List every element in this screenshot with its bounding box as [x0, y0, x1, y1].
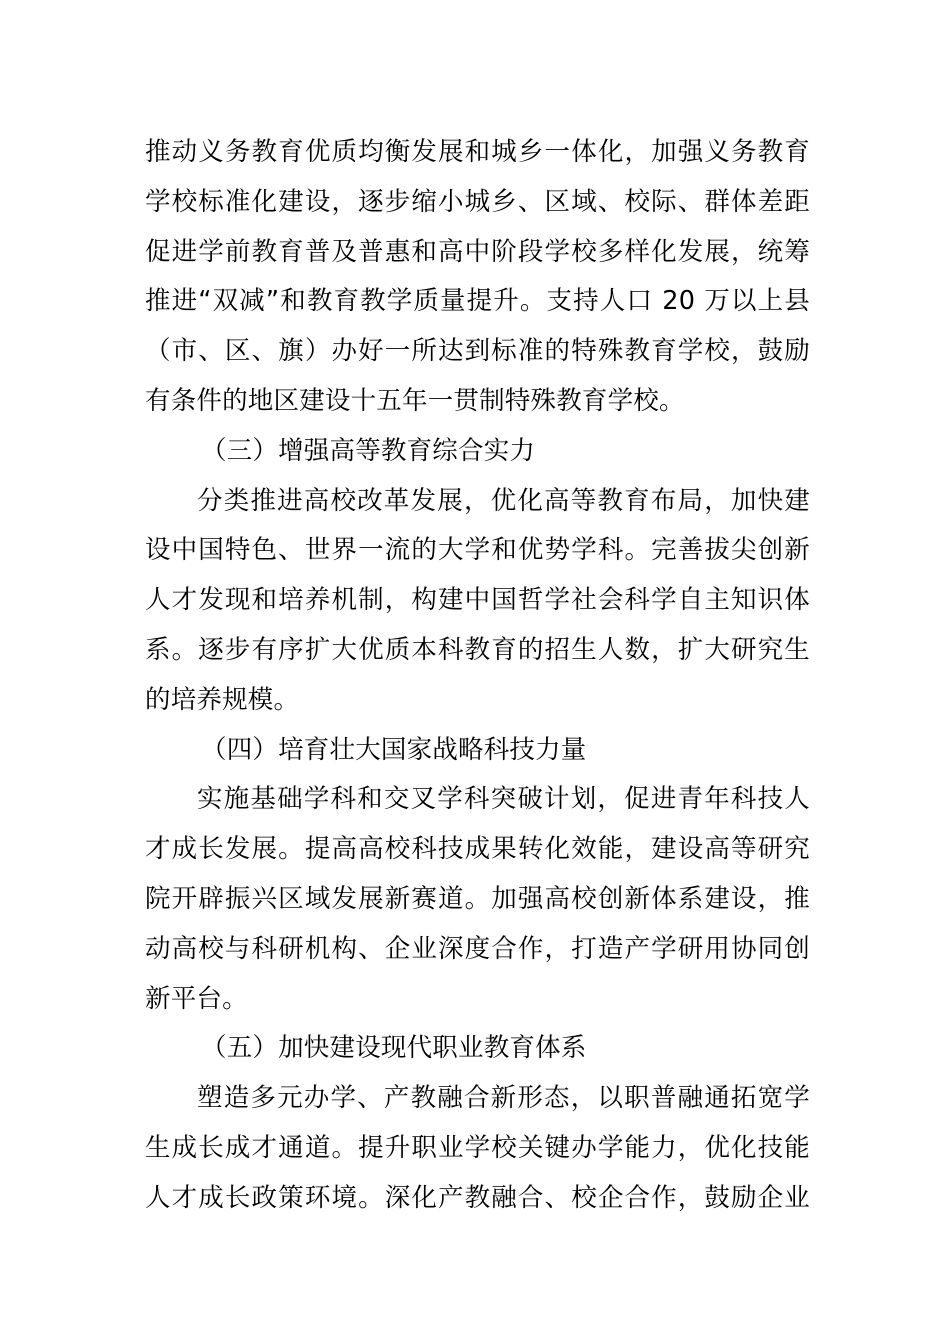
paragraph-line: 才成长发展。提高高校科技成果转化效能，建设高等研究: [145, 834, 810, 865]
paragraph-line: 院开辟振兴区域发展新赛道。加强高校创新体系建设，推: [145, 883, 810, 914]
paragraph-line: 的培养规模。: [145, 684, 300, 715]
paragraph-line: 新平台。: [145, 983, 248, 1014]
paragraph-line: 动高校与科研机构、企业深度合作，打造产学研用协同创: [145, 933, 810, 964]
paragraph-line: 系。逐步有序扩大优质本科教育的招生人数，扩大研究生: [145, 634, 810, 665]
paragraph-line: 塑造多元办学、产教融合新形态，以职普融通拓宽学: [197, 1083, 810, 1114]
paragraph-line: 生成长成才通道。提升职业学校关键办学能力，优化技能: [145, 1132, 810, 1163]
section-heading-5: （五）加快建设现代职业教育体系: [201, 1033, 587, 1064]
document-body: [145, 128, 810, 1224]
paragraph-line: 设中国特色、世界一流的大学和优势学科。完善拔尖创新: [145, 535, 810, 566]
paragraph-line: 推动义务教育优质均衡发展和城乡一体化，加强义务教育: [145, 137, 810, 167]
paragraph-line: （市、区、旗）办好一所达到标准的特殊教育学校，鼓励: [145, 336, 810, 367]
paragraph-line: 人才发现和培养机制，构建中国哲学社会科学自主知识体: [145, 585, 810, 616]
paragraph-line: 学校标准化建设，逐步缩小城乡、区域、校际、群体差距: [145, 186, 810, 217]
paragraph-line: 人才成长政策环境。深化产教融合、校企合作，鼓励企业: [145, 1182, 810, 1213]
section-heading-4: （四）培育壮大国家战略科技力量: [201, 734, 587, 765]
paragraph-line: 分类推进高校改革发展，优化高等教育布局，加快建: [197, 485, 810, 516]
paragraph-line: 促进学前教育普及普惠和高中阶段学校多样化发展，统筹: [145, 236, 810, 267]
paragraph-line: 有条件的地区建设十五年一贯制特殊教育学校。: [145, 385, 685, 416]
paragraph-line: 实施基础学科和交叉学科突破计划，促进青年科技人: [197, 784, 810, 815]
paragraph-line: 推进“双减”和教育教学质量提升。支持人口 20 万以上县: [145, 286, 810, 317]
section-heading-3: （三）增强高等教育综合实力: [201, 435, 536, 466]
